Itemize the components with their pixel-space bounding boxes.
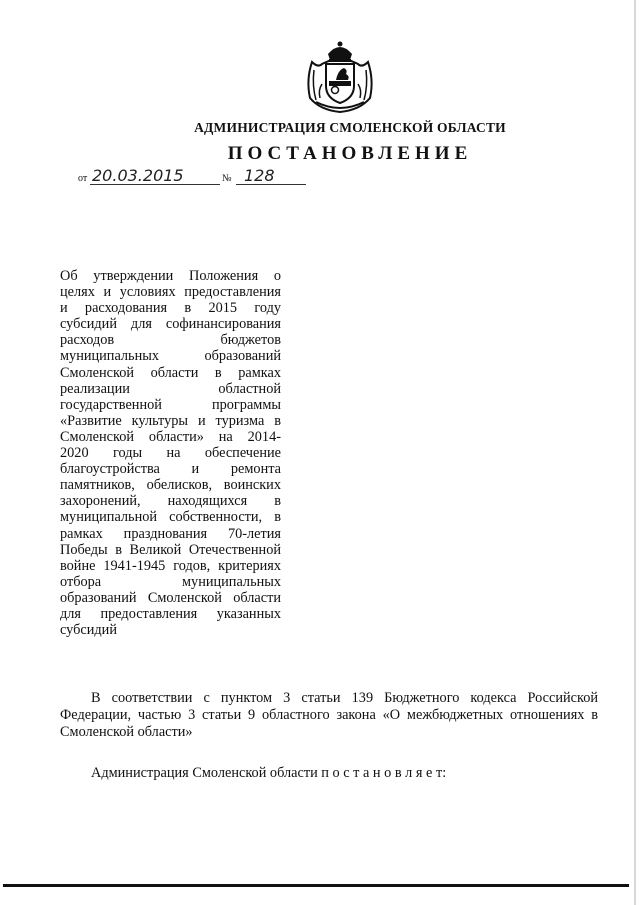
subject-line: целях и условиях предоставления (60, 284, 281, 301)
subject-line: муниципальных образований (60, 348, 281, 365)
subject-line: 2020 годы на обеспечение (60, 445, 281, 462)
subject-line: государственной программы (60, 396, 281, 413)
date-handwritten: 20.03.2015 (92, 166, 184, 185)
number-handwritten: 128 (244, 166, 275, 185)
subject-line: рамках празднования 70-летия (60, 525, 281, 542)
date-label: от (78, 173, 88, 184)
preamble-paragraph: В соответствии с пунктом 3 статьи 139 Бюджетного кодекса Российской Федерации, частью 3 статьи 9 областного закона «О межбюджетных отношениях в Смоленской области» (60, 690, 598, 740)
subject-line: отбора муниципальных (60, 573, 281, 590)
subject-line: расходов бюджетов (60, 332, 281, 349)
scan-bottom-border (3, 884, 629, 887)
subject-line: захоронений, находящихся в (60, 493, 281, 510)
subject-line: муниципальной собственности, в (60, 509, 281, 526)
date-number-line (78, 166, 308, 186)
resolution-prefix: Администрация Смоленской области (91, 765, 322, 781)
subject-line: Смоленской области в рамках (60, 364, 281, 381)
number-label: № (222, 173, 232, 184)
subject-block (60, 268, 281, 638)
subject-line: субсидий для софинансирования (60, 316, 281, 333)
scan-right-edge (634, 0, 636, 905)
subject-line: благоустройства и ремонта (60, 461, 281, 478)
subject-line: реализации областной (60, 380, 281, 397)
subject-line: Победы в Великой Отечественной (60, 541, 281, 558)
subject-line: Смоленской области» на 2014- (60, 428, 281, 445)
organization-title: АДМИНИСТРАЦИЯ СМОЛЕНСКОЙ ОБЛАСТИ (194, 120, 506, 135)
subject-line: памятников, обелисков, воинских (60, 477, 281, 494)
subject-line: и расходования в 2015 году (60, 300, 281, 317)
subject-line: войне 1941-1945 годов, критериях (60, 557, 281, 574)
subject-line: Об утверждении Положения о (60, 268, 281, 284)
subject-line: образований Смоленской области (60, 589, 281, 606)
resolution-paragraph (60, 765, 598, 782)
subject-line: субсидий (60, 622, 117, 639)
subject-line: для предоставления указанных (60, 605, 281, 622)
smolensk-coat-of-arms-icon (302, 40, 378, 114)
subject-line: «Развитие культуры и туризма в (60, 412, 281, 429)
resolution-verb: п о с т а н о в л я е т: (321, 765, 447, 781)
document-type-title: ПОСТАНОВЛЕНИЕ (227, 143, 473, 164)
